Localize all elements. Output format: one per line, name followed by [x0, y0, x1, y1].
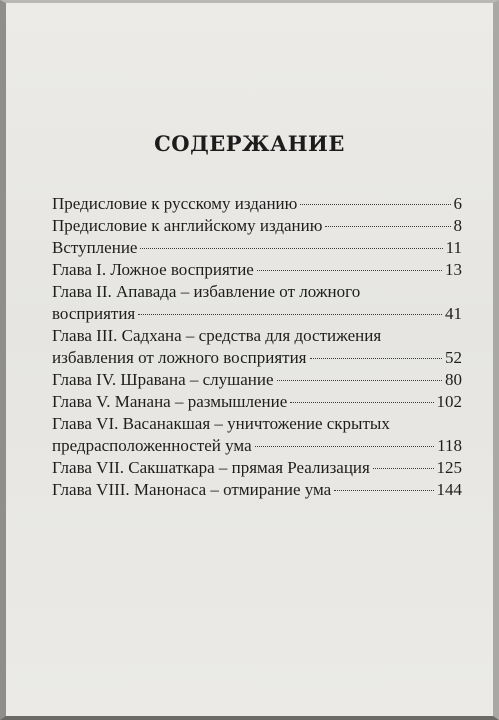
toc-entry-row	[52, 391, 462, 413]
dot-leader	[255, 446, 435, 447]
dot-leader	[138, 314, 442, 315]
toc-entry-row	[52, 237, 462, 259]
dot-leader	[373, 468, 434, 469]
toc-entry	[52, 391, 462, 413]
toc-entry-title-line: Глава III. Садхана – средства для достижения	[52, 326, 382, 345]
toc-entry-title: Предисловие к английскому изданию	[52, 216, 323, 235]
toc-page-number: 52	[445, 348, 462, 367]
toc-page-number: 80	[445, 370, 462, 389]
toc-page-number: 118	[437, 436, 462, 455]
toc-entry-title: Глава VII. Сакшаткара – прямая Реализация	[52, 458, 370, 477]
toc-entry-title: Глава IV. Шравана – слушание	[52, 370, 274, 389]
dot-leader	[310, 358, 442, 359]
page-title: СОДЕРЖАНИЕ	[154, 131, 345, 156]
toc-page-number: 102	[436, 392, 462, 411]
toc-entry	[52, 215, 462, 237]
toc-entry-title: Глава VIII. Манонаса – отмирание ума	[52, 480, 332, 499]
toc-entry	[52, 259, 462, 281]
toc-entry-title: Глава I. Ложное восприятие	[52, 260, 254, 279]
toc-page-number: 41	[445, 304, 462, 323]
toc-entry	[52, 369, 462, 391]
dot-leader	[140, 248, 442, 249]
toc-entry	[52, 281, 462, 325]
toc-page-number: 11	[445, 238, 462, 257]
toc-page-number: 125	[436, 458, 462, 477]
toc-entry-row	[52, 259, 462, 281]
toc-entry-row	[52, 435, 462, 457]
toc-entry-row	[52, 369, 462, 391]
toc-entry	[52, 479, 462, 501]
toc-page-number: 144	[436, 480, 462, 499]
toc-page-number: 13	[445, 260, 462, 279]
dot-leader	[334, 490, 433, 491]
dot-leader	[325, 226, 450, 227]
toc-entry-row	[52, 215, 462, 237]
toc-entry-title-line: Глава II. Апавада – избавление от ложного	[52, 282, 361, 301]
toc-entry-title: избавления от ложного восприятия	[52, 348, 307, 367]
toc-entry	[52, 237, 462, 259]
toc-entry	[52, 413, 462, 457]
toc-entry-row	[52, 193, 462, 215]
toc-entry-row	[52, 457, 462, 479]
dot-leader	[277, 380, 442, 381]
toc-entry-title-line: Глава VI. Васанакшая – уничтожение скрытых	[52, 414, 390, 433]
toc-page-number: 8	[453, 216, 462, 235]
dot-leader	[300, 204, 450, 205]
toc-entry-row	[52, 303, 462, 325]
dot-leader	[290, 402, 433, 403]
toc-entry	[52, 457, 462, 479]
toc-page-number: 6	[453, 194, 462, 213]
toc-entry-title: Вступление	[52, 238, 138, 257]
toc-entry	[52, 325, 462, 369]
toc-entry-row	[52, 347, 462, 369]
toc-entry-row	[52, 479, 462, 501]
toc-entry-title: Предисловие к русскому изданию	[52, 194, 298, 213]
table-of-contents	[52, 193, 462, 501]
dot-leader	[257, 270, 442, 271]
toc-entry-title: Глава V. Манана – размышление	[52, 392, 288, 411]
toc-entry-title: предрасположенностей ума	[52, 436, 252, 455]
toc-entry-title: восприятия	[52, 304, 136, 323]
toc-entry	[52, 193, 462, 215]
